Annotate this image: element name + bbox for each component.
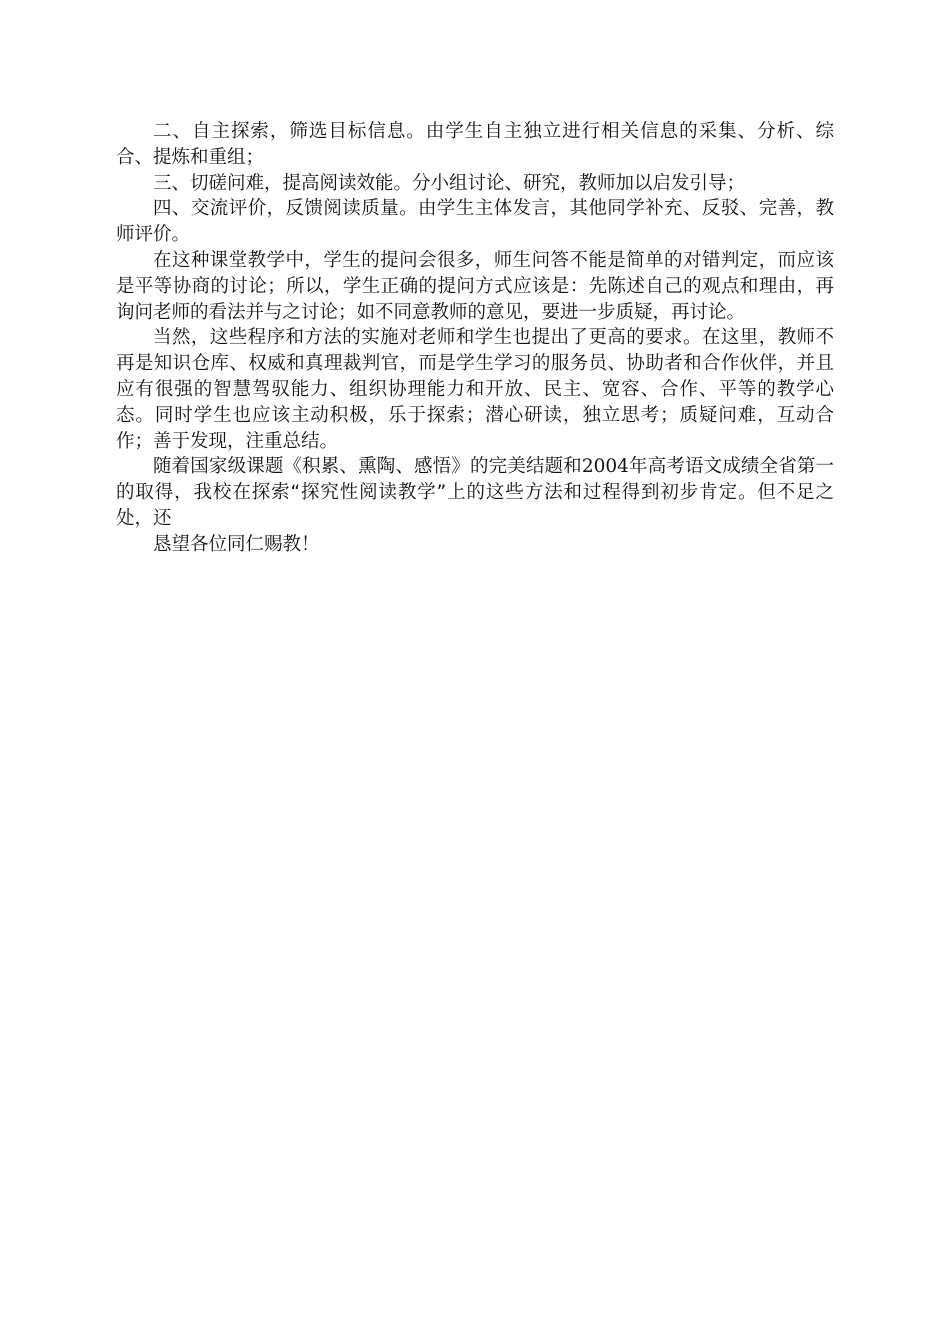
paragraph-requirements: 当然，这些程序和方法的实施对老师和学生也提出了更高的要求。在这里，教师不再是知识仓库、权威和真理裁判官，而是学生学习的服务员、协助者和合作伙伴，并且应有很强的智慧驾驭能力、组织协理能力和开放、民主、宽容、合作、平等的教学心态。同时学生也应该主动积极，乐于探索；潜心研读，独立思考；质疑问难，互动合作；善于发现，注重总结。	[116, 327, 834, 452]
paragraph-closing: 恳望各位同仁赐教！	[153, 533, 320, 555]
achievement-text-end: 年高考语文成绩全省第一的取得，我校在探索“探究性阅读教学”上的这些方法和过程得到初步肯定。但不足之处，还	[116, 456, 834, 529]
paragraph-step-four: 四、交流评价，反馈阅读质量。由学生主体发言，其他同学补充、反驳、完善，教师评价。	[116, 198, 834, 246]
document-body	[116, 119, 834, 558]
achievement-year: 2004	[581, 456, 629, 478]
paragraph-questioning: 在这种课堂教学中，学生的提问会很多，师生问答不能是简单的对错判定，而应该是平等协商的讨论；所以，学生正确的提问方式应该是：先陈述自己的观点和理由，再询问老师的看法并与之讨论；如不同意教师的意见，要进一步质疑，再讨论。	[116, 249, 834, 323]
paragraph-step-two: 二、自主探索，筛选目标信息。由学生自主独立进行相关信息的采集、分析、综合、提炼和重组；	[116, 121, 834, 168]
paragraph-step-three: 三、切磋问难，提高阅读效能。分小组讨论、研究，教师加以启发引导；	[153, 172, 746, 194]
achievement-text-start: 随着国家级课题《积累、熏陶、感悟》的完美结题和	[153, 456, 582, 478]
paragraph-achievement	[116, 454, 834, 531]
